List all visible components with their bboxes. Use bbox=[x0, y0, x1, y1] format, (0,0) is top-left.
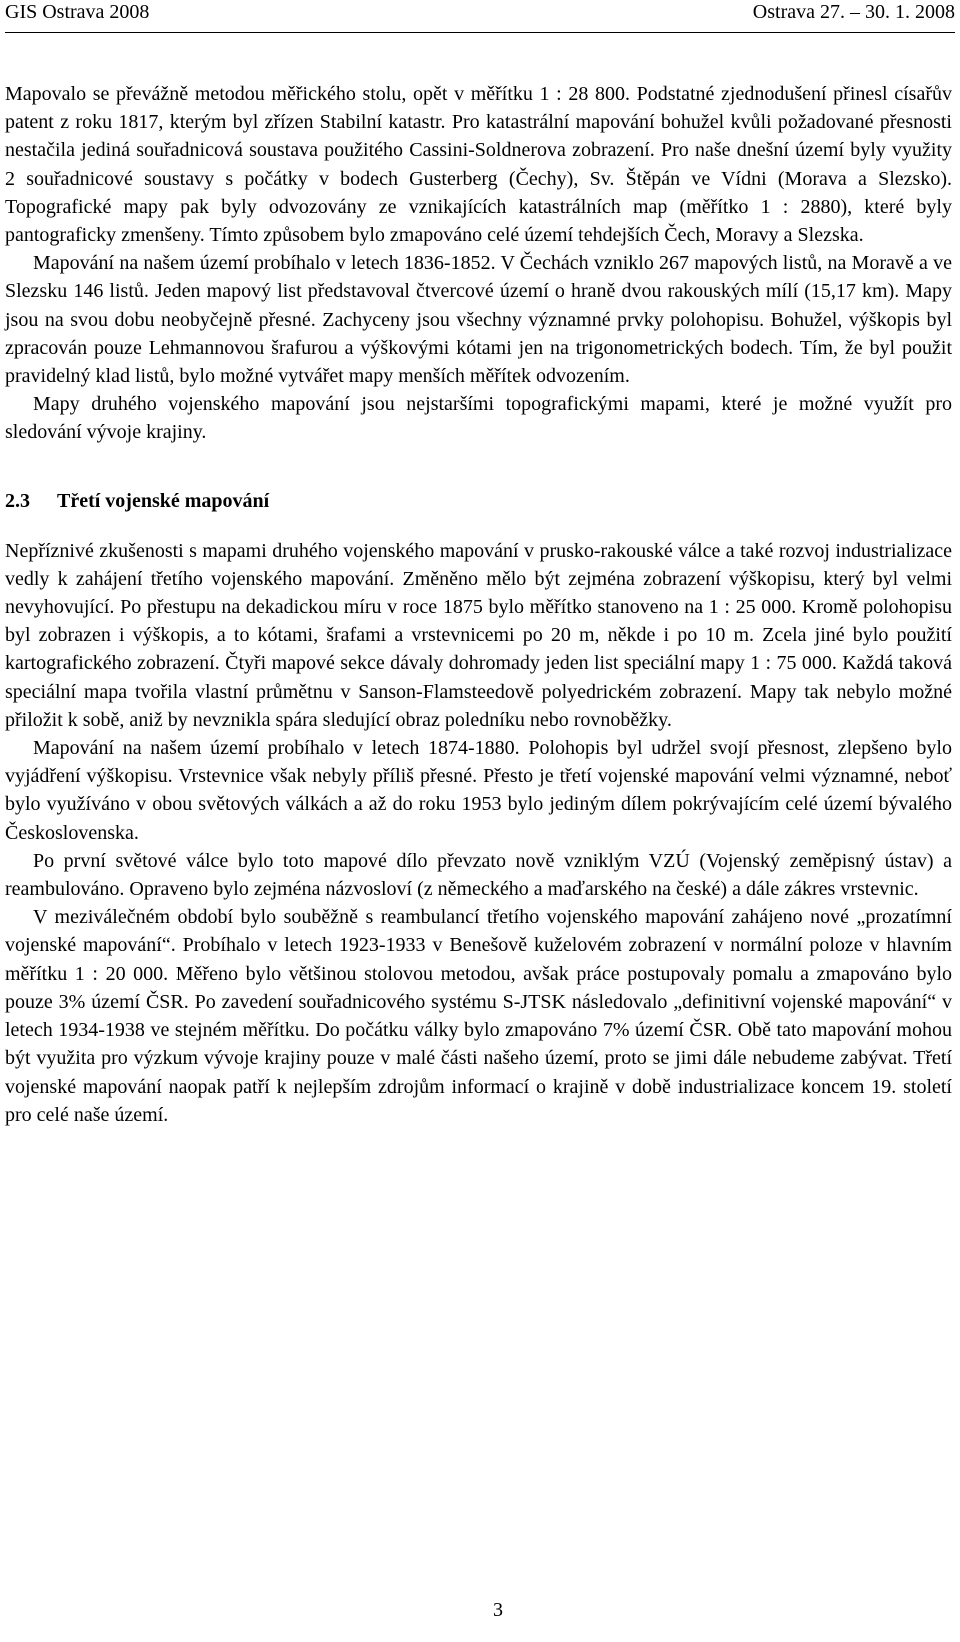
body-text bbox=[5, 80, 952, 1129]
paragraph: Mapy druhého vojenského mapování jsou nejstaršími topografickými mapami, které je možné využít pro sledování vývoje krajiny. bbox=[5, 393, 952, 444]
running-header bbox=[5, 0, 955, 36]
paragraph: Nepříznivé zkušenosti s mapami druhého vojenského mapování v prusko-rakouské válce a také rozvoj industrializace vedly k zahájení třetího vojenského mapování. Změněno mělo být zejména zobrazení výškopisu, který byl velmi nevyhovující. Po přestupu na dekadickou míru v roce 1875 bylo měřítko stanoveno na 1 : 25 000. Kromě polohopisu byl zobrazen i výškopis, a to kótami, šrafami a vrstevnicemi po 20 m, někde i po 10 m. Zcela jiné bylo použití kartografického zobrazení. Čtyři mapové sekce dávaly dohromady jeden list speciální mapy 1 : 75 000. Každá taková speciální mapa tvořila vlastní průmětnu v Sanson-Flamsteedově polyedrickém zobrazení. Mapy tak nebylo možné přiložit k sobě, aniž by nevznikla spára sledující obraz poledníku nebo rovnoběžky. bbox=[5, 539, 952, 731]
paragraph: Po první světové válce bylo toto mapové dílo převzato nově vzniklým VZÚ (Vojenský zeměpisný ústav) a reambulováno. Opraveno bylo zejména názvosloví (z německého a maďarského na české) a dále zákres vrstevnic. bbox=[5, 849, 952, 901]
section-heading bbox=[5, 487, 952, 515]
paragraph: Mapování na našem území probíhalo v letech 1874-1880. Polohopis byl udržel svojí přesnost, zlepšeno bylo vyjádření výškopisu. Vrstevnice však nebyly příliš přesné. Přesto je třetí vojenské mapování velmi významné, neboť bylo využíváno v obou světových válkách a až do roku 1953 bylo jediným dílem pokrývajícím celé území bývalého Československa. bbox=[5, 737, 952, 844]
header-left: GIS Ostrava 2008 bbox=[5, 1, 150, 23]
section-title: Třetí vojenské mapování bbox=[57, 489, 270, 512]
page-number: 3 bbox=[493, 1599, 503, 1621]
header-rule bbox=[5, 32, 955, 33]
paragraph: V meziválečném období bylo souběžně s reambulancí třetího vojenského mapování zahájeno nové „prozatímní vojenské mapování“. Probíhalo v letech 1923-1933 v Benešově kuželovém zobrazení v normální poloze v hlavním měřítku 1 : 20 000. Měřeno bylo většinou stolovou metodou, avšak práce postupovaly pomalu a zmapováno bylo pouze 3% území ČSR. Po zavedení souřadnicového systému S-JTSK následovalo „definitivní vojenské mapování“ v letech 1934-1938 ve stejném měřítku. Do počátku války bylo zmapováno 7% území ČSR. Obě tato mapování mohou být využita pro výzkum vývoje krajiny pouze v malé části našeho území, proto se jimi dále nebudeme zabývat. Třetí vojenské mapování naopak patří k nejlepším zdrojům informací o krajině v době industrializace koncem 19. století pro celé naše území. bbox=[5, 906, 952, 1126]
section-number: 2.3 bbox=[5, 489, 30, 512]
paragraph: Mapování na našem území probíhalo v letech 1836-1852. V Čechách vzniklo 267 mapových listů, na Moravě a ve Slezsku 146 listů. Jeden mapový list představoval čtvercové území o hraně dvou rakouských mílí (15,17 km). Mapy jsou na svou dobu neobyčejně přesné. Zachyceny jsou všechny významné prvky polohopisu. Bohužel, výškopis byl zpracován pouze Lehmannovou šrafurou a výškovými kótami jen na trigonometrických bodech. Tím, že byl použit pravidelný klad listů, bylo možné vytvářet mapy menších měřítek odvozením. bbox=[5, 252, 952, 388]
paragraph: Mapovalo se převážně metodou měřického stolu, opět v měřítku 1 : 28 800. Podstatné zjednodušení přinesl císařův patent z roku 1817, kterým byl zřízen Stabilní katastr. Pro katastrální mapování bohužel kvůli požadované přesnosti nestačila jediná souřadnicová soustava použitého Cassini-Soldnerova zobrazení. Pro naše dnešní území byly využity 2 souřadnicové soustavy s počátky v bodech Gusterberg (Čechy), Sv. Štěpán ve Vídni (Morava a Slezsko). Topografické mapy pak byly odvozovány ze vznikajících katastrálních map (měřítko 1 : 2880), které byly pantograficky zmenšeny. Tímto způsobem bylo zmapováno celé území tehdejších Čech, Moravy a Slezska. bbox=[5, 83, 952, 247]
header-right: Ostrava 27. – 30. 1. 2008 bbox=[752, 1, 955, 23]
